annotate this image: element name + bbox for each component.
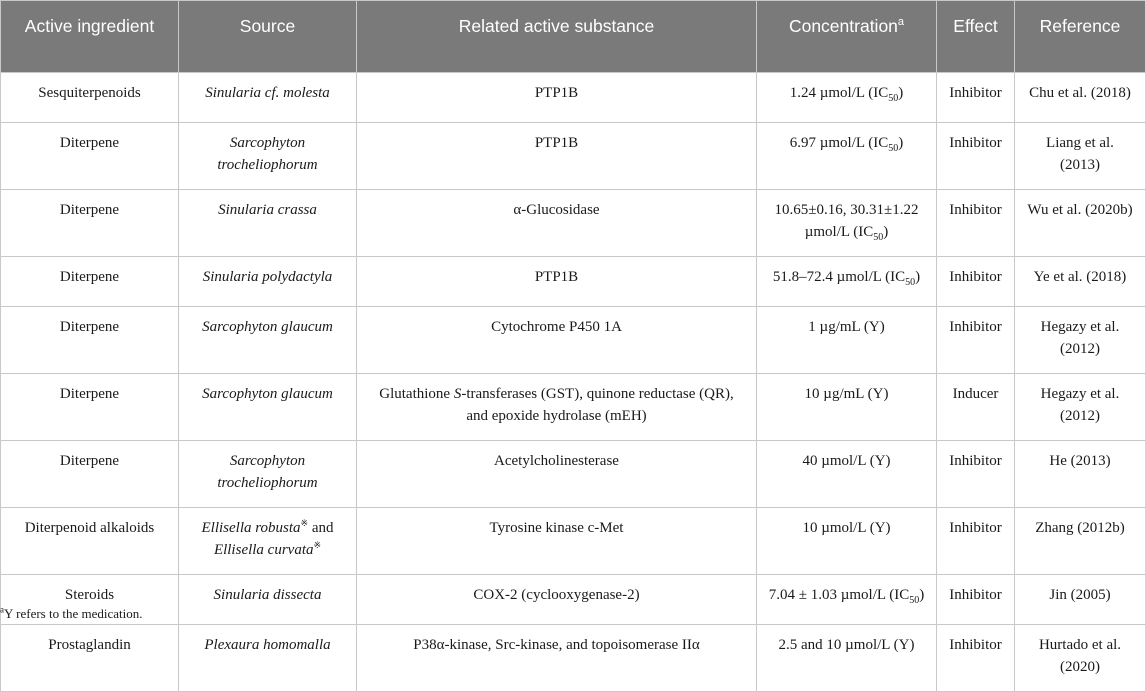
cell-ingredient: Diterpene: [1, 441, 179, 508]
table-row: [1, 73, 1145, 123]
table-row: [1, 441, 1145, 508]
cell-reference: Zhang (2012b): [1015, 508, 1145, 575]
cell-concentration: 10 µg/mL (Y): [757, 374, 937, 441]
cell-concentration: 7.04 ± 1.03 µmol/L $(IC_{50})$: [757, 575, 937, 625]
cell-source: Plexaura homomalla: [179, 625, 357, 692]
table-footnote: $^a$Y refers to the medication.: [0, 606, 143, 622]
cell-substance: Glutathione S-transferases (GST), quinone reductase (QR), and epoxide hydrolase (mEH): [357, 374, 757, 441]
cell-effect: Inducer: [937, 374, 1015, 441]
header-active-ingredient: Active ingredient: [1, 1, 179, 73]
cell-effect: Inhibitor: [937, 190, 1015, 257]
cell-substance: α-Glucosidase: [357, 190, 757, 257]
cell-ingredient: Diterpene: [1, 307, 179, 374]
cell-concentration: 51.8–72.4 µmol/L $(IC_{50})$: [757, 257, 937, 307]
cell-reference: Chu et al. (2018): [1015, 73, 1145, 123]
cell-effect: Inhibitor: [937, 123, 1015, 190]
table-row: [1, 625, 1145, 692]
footnote-marker: a: [0, 605, 4, 615]
cell-source: Sarcophyton trocheliophorum: [179, 123, 357, 190]
cell-effect: Inhibitor: [937, 73, 1015, 123]
cell-source: Sarcophyton glaucum: [179, 307, 357, 374]
cell-concentration: 40 µmol/L (Y): [757, 441, 937, 508]
cell-ingredient: Diterpene: [1, 190, 179, 257]
cell-source: Sinularia crassa: [179, 190, 357, 257]
cell-substance: COX-2 (cyclooxygenase-2): [357, 575, 757, 625]
cell-ingredient: Diterpene: [1, 123, 179, 190]
cell-effect: Inhibitor: [937, 508, 1015, 575]
table-header-row: [1, 1, 1145, 73]
cell-source: Sinularia cf. molesta: [179, 73, 357, 123]
cell-substance: Acetylcholinesterase: [357, 441, 757, 508]
cell-substance: P38α-kinase, Src-kinase, and topoisomerase IIα: [357, 625, 757, 692]
cell-ingredient: Diterpene: [1, 257, 179, 307]
cell-substance: PTP1B: [357, 257, 757, 307]
cell-source: Ellisella robusta※ and Ellisella curvata※: [179, 508, 357, 575]
cell-effect: Inhibitor: [937, 257, 1015, 307]
cell-concentration: 1.24 µmol/L $(IC_{50})$: [757, 73, 937, 123]
cell-source: Sarcophyton trocheliophorum: [179, 441, 357, 508]
cell-substance: PTP1B: [357, 123, 757, 190]
cell-concentration: 6.97 µmol/L $(IC_{50})$: [757, 123, 937, 190]
table-row: [1, 508, 1145, 575]
cell-reference: Hurtado et al. (2020): [1015, 625, 1145, 692]
cell-substance: Tyrosine kinase c-Met: [357, 508, 757, 575]
header-source: Source: [179, 1, 357, 73]
table-row: [1, 123, 1145, 190]
cell-effect: Inhibitor: [937, 575, 1015, 625]
cell-ingredient: Diterpenoid alkaloids: [1, 508, 179, 575]
cell-reference: Hegazy et al. (2012): [1015, 374, 1145, 441]
cell-reference: Jin (2005): [1015, 575, 1145, 625]
cell-substance: PTP1B: [357, 73, 757, 123]
cell-reference: Wu et al. (2020b): [1015, 190, 1145, 257]
table-row: [1, 257, 1145, 307]
cell-source: Sarcophyton glaucum: [179, 374, 357, 441]
cell-substance: Cytochrome P450 1A: [357, 307, 757, 374]
table-row: [1, 374, 1145, 441]
table-row: [1, 307, 1145, 374]
cell-concentration: 10.65±0.16, 30.31±1.22 µmol/L $(IC_{50})$: [757, 190, 937, 257]
cell-concentration: 1 µg/mL (Y): [757, 307, 937, 374]
cell-reference: He (2013): [1015, 441, 1145, 508]
header-concentration: Concentration$^a$: [757, 1, 937, 73]
cell-concentration: 2.5 and 10 µmol/L (Y): [757, 625, 937, 692]
cell-source: Sinularia dissecta: [179, 575, 357, 625]
cell-ingredient: Prostaglandin: [1, 625, 179, 692]
cell-source: Sinularia polydactyla: [179, 257, 357, 307]
cell-concentration: 10 µmol/L (Y): [757, 508, 937, 575]
cell-effect: Inhibitor: [937, 307, 1015, 374]
cell-effect: Inhibitor: [937, 625, 1015, 692]
footnote-marker: a: [898, 16, 904, 28]
header-reference: Reference: [1015, 1, 1145, 73]
cell-ingredient: Diterpene: [1, 374, 179, 441]
table-row: [1, 190, 1145, 257]
cell-ingredient: Sesquiterpenoids: [1, 73, 179, 123]
cell-ingredient: Steroids: [1, 575, 179, 625]
cell-effect: Inhibitor: [937, 441, 1015, 508]
table-row: [1, 575, 1145, 625]
header-related-active-substance: Related active substance: [357, 1, 757, 73]
cell-reference: Liang et al. (2013): [1015, 123, 1145, 190]
header-effect: Effect: [937, 1, 1015, 73]
cell-reference: Hegazy et al. (2012): [1015, 307, 1145, 374]
cell-reference: Ye et al. (2018): [1015, 257, 1145, 307]
